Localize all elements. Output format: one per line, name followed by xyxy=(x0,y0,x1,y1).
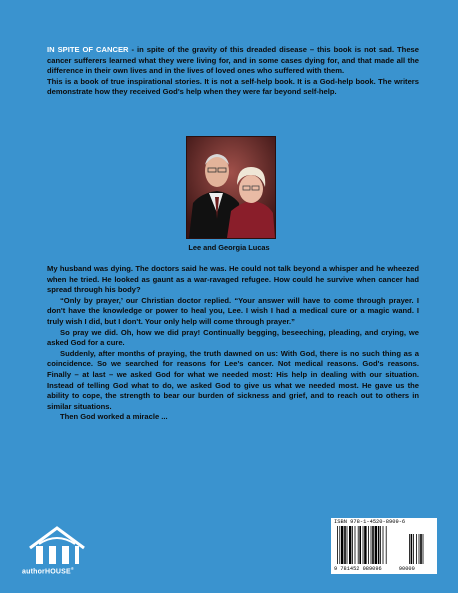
barcode-bar xyxy=(364,526,366,564)
barcode-bar xyxy=(423,534,424,564)
intro-text xyxy=(47,45,419,98)
barcode-bar xyxy=(380,526,381,564)
intro-lead: IN SPITE OF CANCER xyxy=(47,45,129,54)
barcode-bar xyxy=(344,526,346,564)
barcode-bar xyxy=(352,526,353,564)
barcode-bar xyxy=(337,526,338,564)
barcode-bar xyxy=(375,526,377,564)
intro-para2: This is a book of true inspirational stories. It is not a self-help book. It is a God-help book. The writers demonstrate how they received God's help when they were far beyond self-help. xyxy=(47,76,419,97)
barcode-bar xyxy=(386,526,387,564)
story-para-5: Then God worked a miracle ... xyxy=(60,412,168,422)
barcode-bar xyxy=(341,526,343,564)
barcode-bar xyxy=(409,534,410,564)
author-photo xyxy=(186,136,276,239)
barcode-bar xyxy=(383,526,384,564)
barcode-bar xyxy=(420,534,422,564)
story-para-2: “Only by prayer,’ our Christian doctor replied. “Your answer will have to come through prayer. I don't have the knowledge or power to heal you, Lee. I wish I had a medical cure or a magic wand. I truly wish I did, but I don't. Your only help will come through prayer.” xyxy=(47,295,419,326)
photo-caption: Lee and Georgia Lucas xyxy=(188,243,270,252)
story-para-4: Suddenly, after months of praying, the truth dawned on us: With God, there is no such thing as a coincidence. So we searched for reasons for Lee's cancer. Not medical reasons. God's reasons. Finally – at last – we asked God for what we needed most: His help in dealing with our situation. Instead of telling God what to do, we asked God to give us what we needed most. He gave us the ability to cope, the strength to bear our burden of sickness and grief, and to reach out to others in similar situations. xyxy=(47,348,419,411)
author-photo-image xyxy=(187,137,275,238)
isbn-text: ISBN 978-1-4520-8909-6 xyxy=(334,519,406,525)
barcode-bar xyxy=(339,526,340,564)
barcode-bar xyxy=(411,534,413,564)
barcode-bar xyxy=(416,534,417,564)
publisher-name: authorHOUSE® xyxy=(22,566,75,576)
story-para-1: My husband was dying. The doctors said he was. He could not talk beyond a whisper and he wheezed when he tried. He looked as gaunt as a war-ravaged refugee. How could he survive when cancer had spread through his body? xyxy=(47,264,419,295)
barcode-bar xyxy=(413,534,414,564)
barcode-bar xyxy=(349,526,351,564)
story-para-3: So pray we did. Oh, how we did pray! Continually begging, beseeching, pleading, and crying, we asked God for a cure. xyxy=(47,327,419,348)
barcode-bar xyxy=(347,526,348,564)
barcode-number: 9 781452 089096 90000 xyxy=(334,566,415,572)
barcode-bar xyxy=(363,526,364,564)
barcode-bar xyxy=(372,526,374,564)
barcode-bar xyxy=(378,526,380,564)
story-text xyxy=(47,264,419,423)
barcode-bar xyxy=(359,526,361,564)
barcode-bar xyxy=(358,526,359,564)
barcode-bar xyxy=(368,526,369,564)
intro-lead-rest: - in spite of the gravity of this dreaded disease – this book is not sad. These cancer sufferers learned what they were living for, and in some cases dying for, and that made all the difference in their own lives and in the lives of loved ones who suffered with them. xyxy=(47,45,419,76)
barcode-bar xyxy=(371,526,372,564)
barcode-bars xyxy=(337,526,433,564)
barcode-bar xyxy=(355,526,356,564)
barcode-bar xyxy=(419,534,420,564)
